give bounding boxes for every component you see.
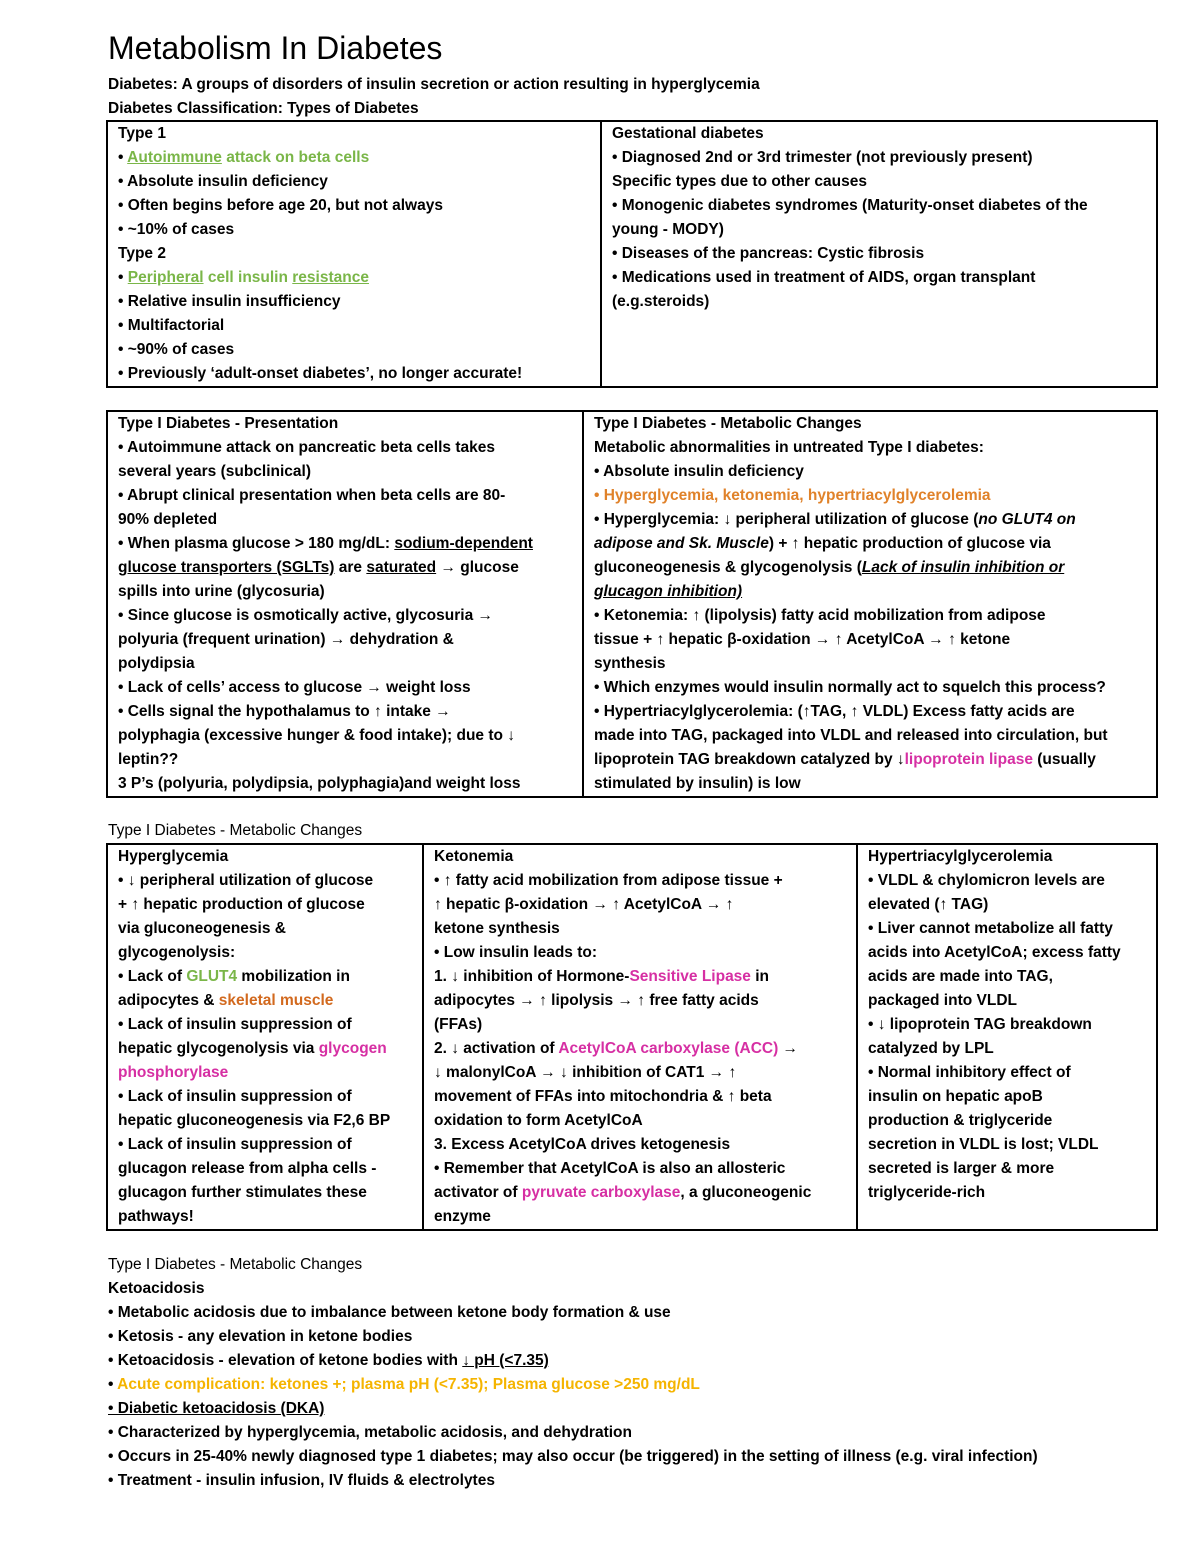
metabolic-line: • Which enzymes would insulin normally act to squelch this process? [594, 679, 1106, 696]
presentation-line: polyphagia (excessive hunger & food intake); due to ↓ [118, 727, 516, 744]
hypertriacylglycerolemia-line: • Liver cannot metabolize all fatty [868, 920, 1113, 937]
diabetes-definition: Diabetes: A groups of disorders of insulin secretion or action resulting in hyperglycemia [108, 76, 760, 93]
hyperglycemia-line: pathways! [118, 1208, 194, 1225]
ketonemia-line: ↓ malonylCoA → ↓ inhibition of CAT1 → ↑ [434, 1064, 737, 1081]
presentation-line: polydipsia [118, 655, 195, 672]
classification-table [106, 120, 1158, 388]
presentation-line: leptin?? [118, 751, 179, 768]
other-types-bullet: • Diseases of the pancreas: Cystic fibrosis [612, 245, 925, 262]
gestational-title: Gestational diabetes [612, 125, 764, 142]
hyperglycemia-title: Hyperglycemia [118, 848, 229, 865]
hyperglycemia-line: phosphorylase [118, 1064, 229, 1081]
acute-complication-line: • Acute complication: ketones +; plasma pH (<7.35); Plasma glucose >250 mg/dL [108, 1376, 700, 1393]
ketoacidosis-line: • Metabolic acidosis due to imbalance between ketone body formation & use [108, 1304, 671, 1321]
other-types-title: Specific types due to other causes [612, 173, 867, 190]
ketonemia-line: ketone synthesis [434, 920, 560, 937]
ketonemia-line: 1. ↓ inhibition of Hormone-Sensitive Lipase in [434, 968, 770, 985]
hypertriacylglycerolemia-line: insulin on hepatic apoB [868, 1088, 1043, 1105]
hyperglycemia-line: • Lack of insulin suppression of [118, 1136, 352, 1153]
hypertriacylglycerolemia-line: production & triglyceride [868, 1112, 1053, 1129]
presentation-line: • Autoimmune attack on pancreatic beta cells takes [118, 439, 495, 456]
type2-bullet: • Multifactorial [118, 317, 225, 334]
hyperglycemia-line: glucagon release from alpha cells - [118, 1160, 377, 1177]
metabolic-line: • Hyperglycemia: ↓ peripheral utilization of glucose (no GLUT4 on [594, 511, 1076, 528]
ketonemia-title: Ketonemia [434, 848, 514, 865]
hypertriacylglycerolemia-line: triglyceride-rich [868, 1184, 986, 1201]
metabolic-line: gluconeogenesis & glycogenolysis (Lack of insulin inhibition or [594, 559, 1065, 576]
ketonemia-line: • ↑ fatty acid mobilization from adipose tissue + [434, 872, 783, 889]
ketoacidosis-title: Ketoacidosis [108, 1280, 205, 1297]
presentation-line: glucose transporters (SGLTs) are saturated → glucose [118, 559, 519, 576]
type2-bullet: • ~90% of cases [118, 341, 235, 358]
ketonemia-line: adipocytes → ↑ lipolysis → ↑ free fatty acids [434, 992, 759, 1009]
hyperglycemia-line: via gluconeogenesis & [118, 920, 286, 937]
presentation-line: • Lack of cells’ access to glucose → weight loss [118, 679, 471, 696]
other-types-bullet: young - MODY) [612, 221, 724, 238]
other-types-bullet: • Monogenic diabetes syndromes (Maturity-onset diabetes of the [612, 197, 1088, 214]
ketoacidosis-line: • Ketosis - any elevation in ketone bodies [108, 1328, 413, 1345]
ketoacidosis-line: • Ketoacidosis - elevation of ketone bodies with ↓ pH (<7.35) [108, 1352, 549, 1369]
metabolic-line: stimulated by insulin) is low [594, 775, 801, 792]
classification-heading: Diabetes Classification: Types of Diabetes [108, 100, 419, 117]
metabolic-line: made into TAG, packaged into VLDL and released into circulation, but [594, 727, 1108, 744]
hyperglycemia-line: • Lack of GLUT4 mobilization in [118, 968, 350, 985]
metabolic-line: • Ketonemia: ↑ (lipolysis) fatty acid mobilization from adipose [594, 607, 1046, 624]
hyperglycemia-line: hepatic gluconeogenesis via F2,6 BP [118, 1112, 391, 1129]
presentation-table [106, 410, 1158, 798]
hypertriacylglycerolemia-line: acids into AcetylCoA; excess fatty [868, 944, 1121, 961]
ketonemia-line: movement of FFAs into mitochondria & ↑ beta [434, 1088, 772, 1105]
presentation-line: 90% depleted [118, 511, 218, 528]
type1-bullet: • Absolute insulin deficiency [118, 173, 328, 190]
hypertriacylglycerolemia-cell [857, 844, 1157, 1230]
dka-title: • Diabetic ketoacidosis (DKA) [108, 1400, 325, 1417]
ketonemia-line: 2. ↓ activation of AcetylCoA carboxylase (ACC) → [434, 1040, 799, 1057]
hyperglycemia-line: glucagon further stimulates these [118, 1184, 367, 1201]
metabolic-line: • Hypertriacylglycerolemia: (↑TAG, ↑ VLDL) Excess fatty acids are [594, 703, 1075, 720]
ketonemia-line: • Low insulin leads to: [434, 944, 598, 961]
ketonemia-line: 3. Excess AcetylCoA drives ketogenesis [434, 1136, 731, 1153]
metabolic-line: glucagon inhibition) [594, 583, 743, 600]
ketonemia-line: • Remember that AcetylCoA is also an allosteric [434, 1160, 786, 1177]
hyperglycemia-line: • Lack of insulin suppression of [118, 1016, 352, 1033]
type2-bullet-resistance: • Peripheral cell insulin resistance [118, 269, 369, 286]
type1-bullet: • Often begins before age 20, but not always [118, 197, 443, 214]
hypertriacylglycerolemia-line: catalyzed by LPL [868, 1040, 994, 1057]
type1-title: Type 1 [118, 125, 166, 142]
hypertriacylglycerolemia-title: Hypertriacylglycerolemia [868, 848, 1053, 865]
hypertriacylglycerolemia-line: packaged into VLDL [868, 992, 1017, 1009]
type2-bullet: • Relative insulin insufficiency [118, 293, 341, 310]
ketonemia-line: (FFAs) [434, 1016, 483, 1033]
metabolic-changes-title: Type I Diabetes - Metabolic Changes [594, 415, 862, 432]
presentation-line: polyuria (frequent urination) → dehydration & [118, 631, 454, 648]
ketoacidosis-line: • Characterized by hyperglycemia, metabolic acidosis, and dehydration [108, 1424, 632, 1441]
hyperglycemia-line: + ↑ hepatic production of glucose [118, 896, 365, 913]
ketoacidosis-line: • Treatment - insulin infusion, IV fluids & electrolytes [108, 1472, 495, 1489]
classification-left-cell [107, 121, 601, 387]
type1-bullet-autoimmune: • Autoimmune attack on beta cells [118, 149, 370, 166]
ketonemia-line: ↑ hepatic β-oxidation → ↑ AcetylCoA → ↑ [434, 896, 734, 913]
hypertriacylglycerolemia-line: • Normal inhibitory effect of [868, 1064, 1071, 1081]
metabolic-line: lipoprotein TAG breakdown catalyzed by ↓lipoprotein lipase (usually [594, 751, 1096, 768]
ketoacidosis-heading: Type I Diabetes - Metabolic Changes [108, 1256, 363, 1273]
ketoacidosis-line: • Occurs in 25-40% newly diagnosed type 1 diabetes; may also occur (be triggered) in the setting of illness (e.g. viral infection) [108, 1448, 1038, 1465]
presentation-line: • Cells signal the hypothalamus to ↑ intake → [118, 703, 451, 720]
presentation-line: 3 P’s (polyuria, polydipsia, polyphagia)and weight loss [118, 775, 521, 792]
hypertriacylglycerolemia-line: acids are made into TAG, [868, 968, 1053, 985]
hypertriacylglycerolemia-line: elevated (↑ TAG) [868, 896, 989, 913]
hypertriacylglycerolemia-line: • ↓ lipoprotein TAG breakdown [868, 1016, 1092, 1033]
presentation-cell [107, 411, 583, 797]
other-types-bullet: (e.g.steroids) [612, 293, 710, 310]
presentation-line: several years (subclinical) [118, 463, 312, 480]
hyperglycemia-cell [107, 844, 423, 1230]
presentation-line: • Abrupt clinical presentation when beta cells are 80- [118, 487, 506, 504]
type1-bullet: • ~10% of cases [118, 221, 235, 238]
metabolic-changes-cell [583, 411, 1157, 797]
metabolic-line-highlight: • Hyperglycemia, ketonemia, hypertriacylglycerolemia [594, 487, 991, 504]
ketonemia-line: activator of pyruvate carboxylase, a gluconeogenic [434, 1184, 812, 1201]
metabolic-line: synthesis [594, 655, 666, 672]
metabolic-changes-heading: Type I Diabetes - Metabolic Changes [108, 822, 363, 839]
gestational-bullet: • Diagnosed 2nd or 3rd trimester (not previously present) [612, 149, 1033, 166]
hyperglycemia-line: adipocytes & skeletal muscle [118, 992, 334, 1009]
metabolic-line: Metabolic abnormalities in untreated Type I diabetes: [594, 439, 984, 456]
hypertriacylglycerolemia-line: secretion in VLDL is lost; VLDL [868, 1136, 1099, 1153]
hypertriacylglycerolemia-line: secreted is larger & more [868, 1160, 1055, 1177]
ketonemia-cell [423, 844, 857, 1230]
hyperglycemia-line: • Lack of insulin suppression of [118, 1088, 352, 1105]
type2-title: Type 2 [118, 245, 166, 262]
hypertriacylglycerolemia-line: • VLDL & chylomicron levels are [868, 872, 1105, 889]
metabolic-line: tissue + ↑ hepatic β-oxidation → ↑ AcetylCoA → ↑ ketone [594, 631, 1011, 648]
hyperglycemia-line: hepatic glycogenolysis via glycogen [118, 1040, 387, 1057]
page-title: Metabolism In Diabetes [108, 30, 443, 66]
type2-bullet: • Previously ‘adult-onset diabetes’, no longer accurate! [118, 365, 523, 382]
ketonemia-line: oxidation to form AcetylCoA [434, 1112, 643, 1129]
presentation-line: • When plasma glucose > 180 mg/dL: sodium-dependent [118, 535, 533, 552]
metabolic-line: • Absolute insulin deficiency [594, 463, 804, 480]
presentation-title: Type I Diabetes - Presentation [118, 415, 339, 432]
presentation-line: spills into urine (glycosuria) [118, 583, 325, 600]
other-types-bullet: • Medications used in treatment of AIDS, organ transplant [612, 269, 1036, 286]
metabolic-changes-table [106, 843, 1158, 1231]
ketonemia-line: enzyme [434, 1208, 491, 1225]
hyperglycemia-line: • ↓ peripheral utilization of glucose [118, 872, 374, 889]
metabolic-line: adipose and Sk. Muscle) + ↑ hepatic production of glucose via [594, 535, 1051, 552]
hyperglycemia-line: glycogenolysis: [118, 944, 236, 961]
presentation-line: • Since glucose is osmotically active, glycosuria → [118, 607, 493, 624]
classification-right-cell [601, 121, 1157, 387]
